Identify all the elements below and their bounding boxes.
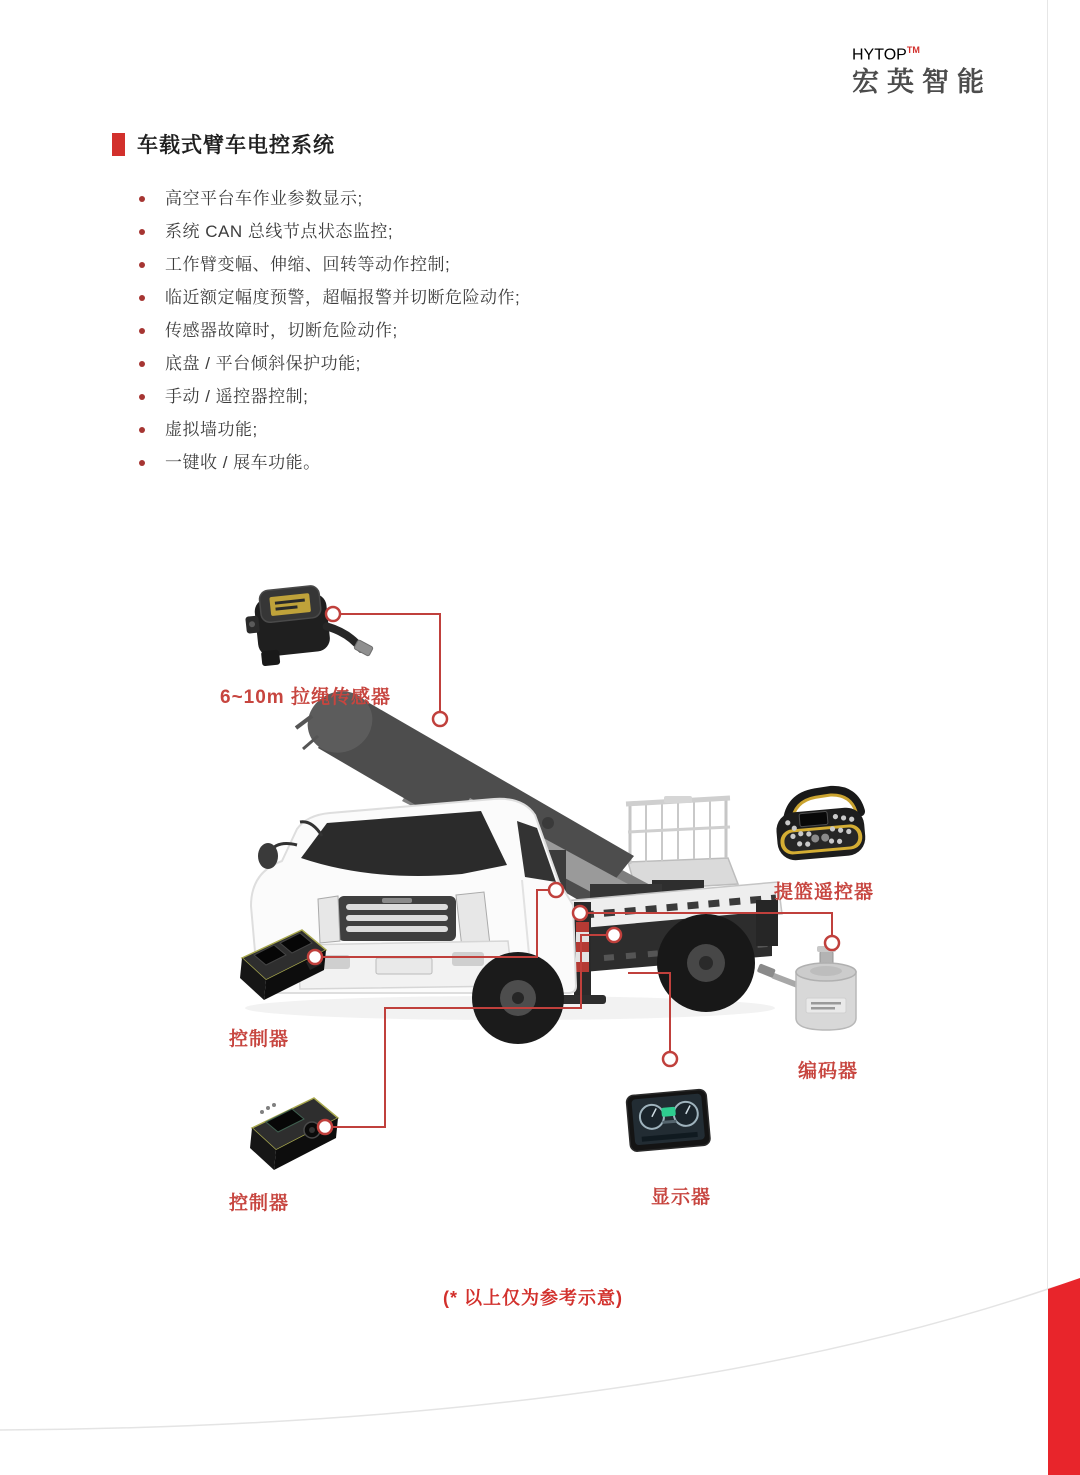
feature-item: 传感器故障时，切断危险动作; <box>137 314 520 347</box>
feature-item: 系统 CAN 总线节点状态监控; <box>137 215 520 248</box>
feature-item: 临近额定幅度预警，超幅报警并切断危险动作; <box>137 281 520 314</box>
rope-sensor-image <box>243 580 375 669</box>
truck-illustration <box>251 680 782 1044</box>
brand-name: HYTOP <box>852 46 907 64</box>
encoder-image <box>757 946 856 1030</box>
feature-item: 虚拟墙功能; <box>137 413 520 446</box>
basket-remote-label: 提篮遥控器 <box>774 882 875 903</box>
controller-top-label: 控制器 <box>229 1029 290 1050</box>
basket-remote-image <box>773 788 866 861</box>
feature-item: 底盘 / 平台倾斜保护功能; <box>137 347 520 380</box>
display-image <box>626 1089 711 1152</box>
controller-bottom-label: 控制器 <box>229 1193 290 1214</box>
front-wheel <box>472 952 564 1044</box>
rear-wheel <box>657 914 755 1012</box>
encoder-label: 编码器 <box>798 1061 859 1082</box>
feature-item: 工作臂变幅、伸缩、回转等动作控制; <box>137 248 520 281</box>
reference-note: (* 以上仅为参考示意) <box>443 1288 623 1308</box>
feature-item: 手动 / 遥控器控制; <box>137 380 520 413</box>
corner-red-band <box>1048 1278 1080 1475</box>
rope-sensor-label: 6~10m 拉绳传感器 <box>220 687 391 708</box>
feature-item: 一键收 / 展车功能。 <box>137 446 520 479</box>
page-title: 车载式臂车电控系统 <box>137 134 335 157</box>
feature-item: 高空平台车作业参数显示; <box>137 182 520 215</box>
display-label: 显示器 <box>651 1187 712 1208</box>
brand-logo-subtitle: 宏英智能 <box>852 67 992 98</box>
trademark-mark: TM <box>906 45 920 55</box>
